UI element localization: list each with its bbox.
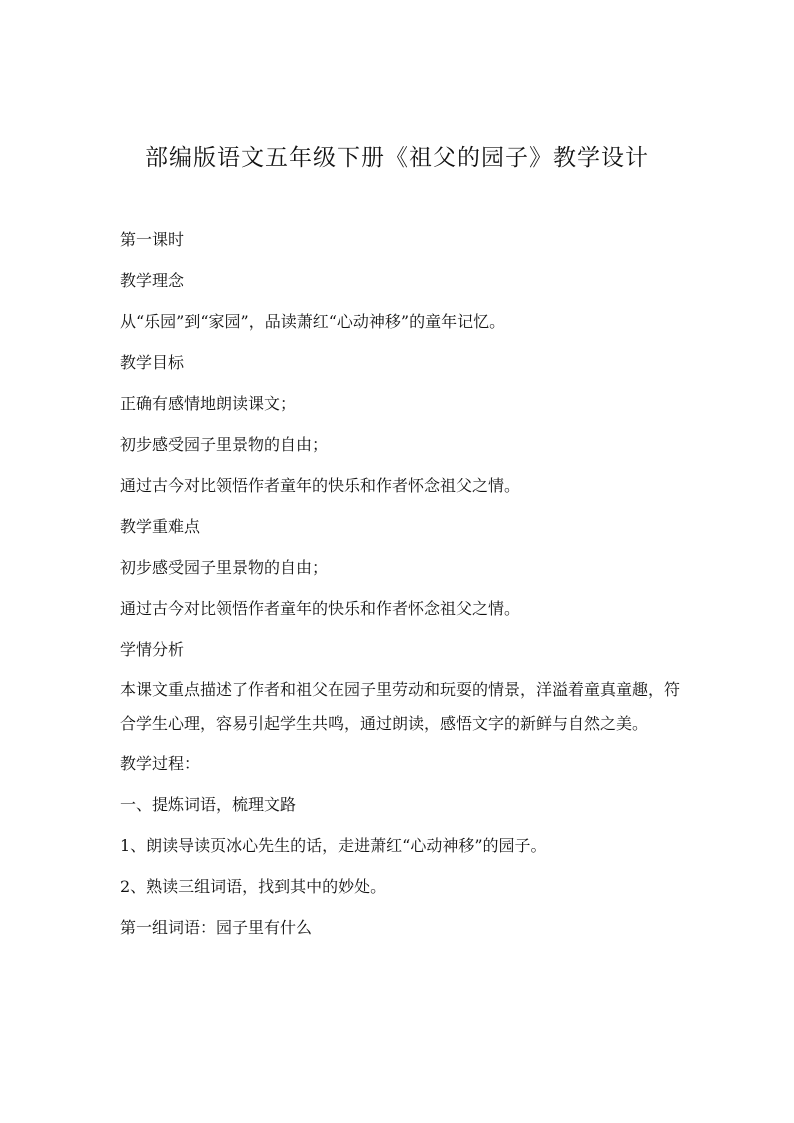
- section-heading-key-points: 教学重难点: [120, 517, 201, 536]
- process-item-1: 1、朗读导读页冰心先生的话，走进萧红“心动神移”的园子。: [120, 836, 547, 855]
- philosophy-text: 从“乐园”到“家园”，品读萧红“心动神移”的童年记忆。: [120, 312, 506, 331]
- section-heading-process: 教学过程：: [120, 754, 201, 773]
- process-step-heading: 一、提炼词语，梳理文路: [120, 795, 297, 814]
- objective-item-3: 通过古今对比领悟作者童年的快乐和作者怀念祖父之情。: [120, 476, 521, 495]
- analysis-paragraph: 本课文重点描述了作者和祖父在园子里劳动和玩耍的情景，洋溢着童真童趣，符合学生心理，容易引起学生共鸣，通过朗读，感悟文字的新鲜与自然之美。: [120, 680, 681, 733]
- key-point-item-2: 通过古今对比领悟作者童年的快乐和作者怀念祖父之情。: [120, 599, 521, 618]
- section-heading-objectives: 教学目标: [120, 353, 185, 372]
- section-heading-analysis: 学情分析: [120, 640, 185, 659]
- section-heading-philosophy: 教学理念: [120, 271, 185, 290]
- page-title: 部编版语文五年级下册《祖父的园子》教学设计: [145, 145, 649, 171]
- document-body: [120, 228, 680, 940]
- lesson-heading: 第一课时: [120, 230, 185, 249]
- process-item-2: 2、熟读三组词语，找到其中的妙处。: [120, 877, 387, 896]
- objective-item-2: 初步感受园子里景物的自由；: [120, 435, 329, 454]
- word-group-1: 第一组词语：园子里有什么: [120, 918, 313, 937]
- key-point-item-1: 初步感受园子里景物的自由；: [120, 558, 329, 577]
- objective-item-1: 正确有感情地朗读课文；: [120, 394, 297, 413]
